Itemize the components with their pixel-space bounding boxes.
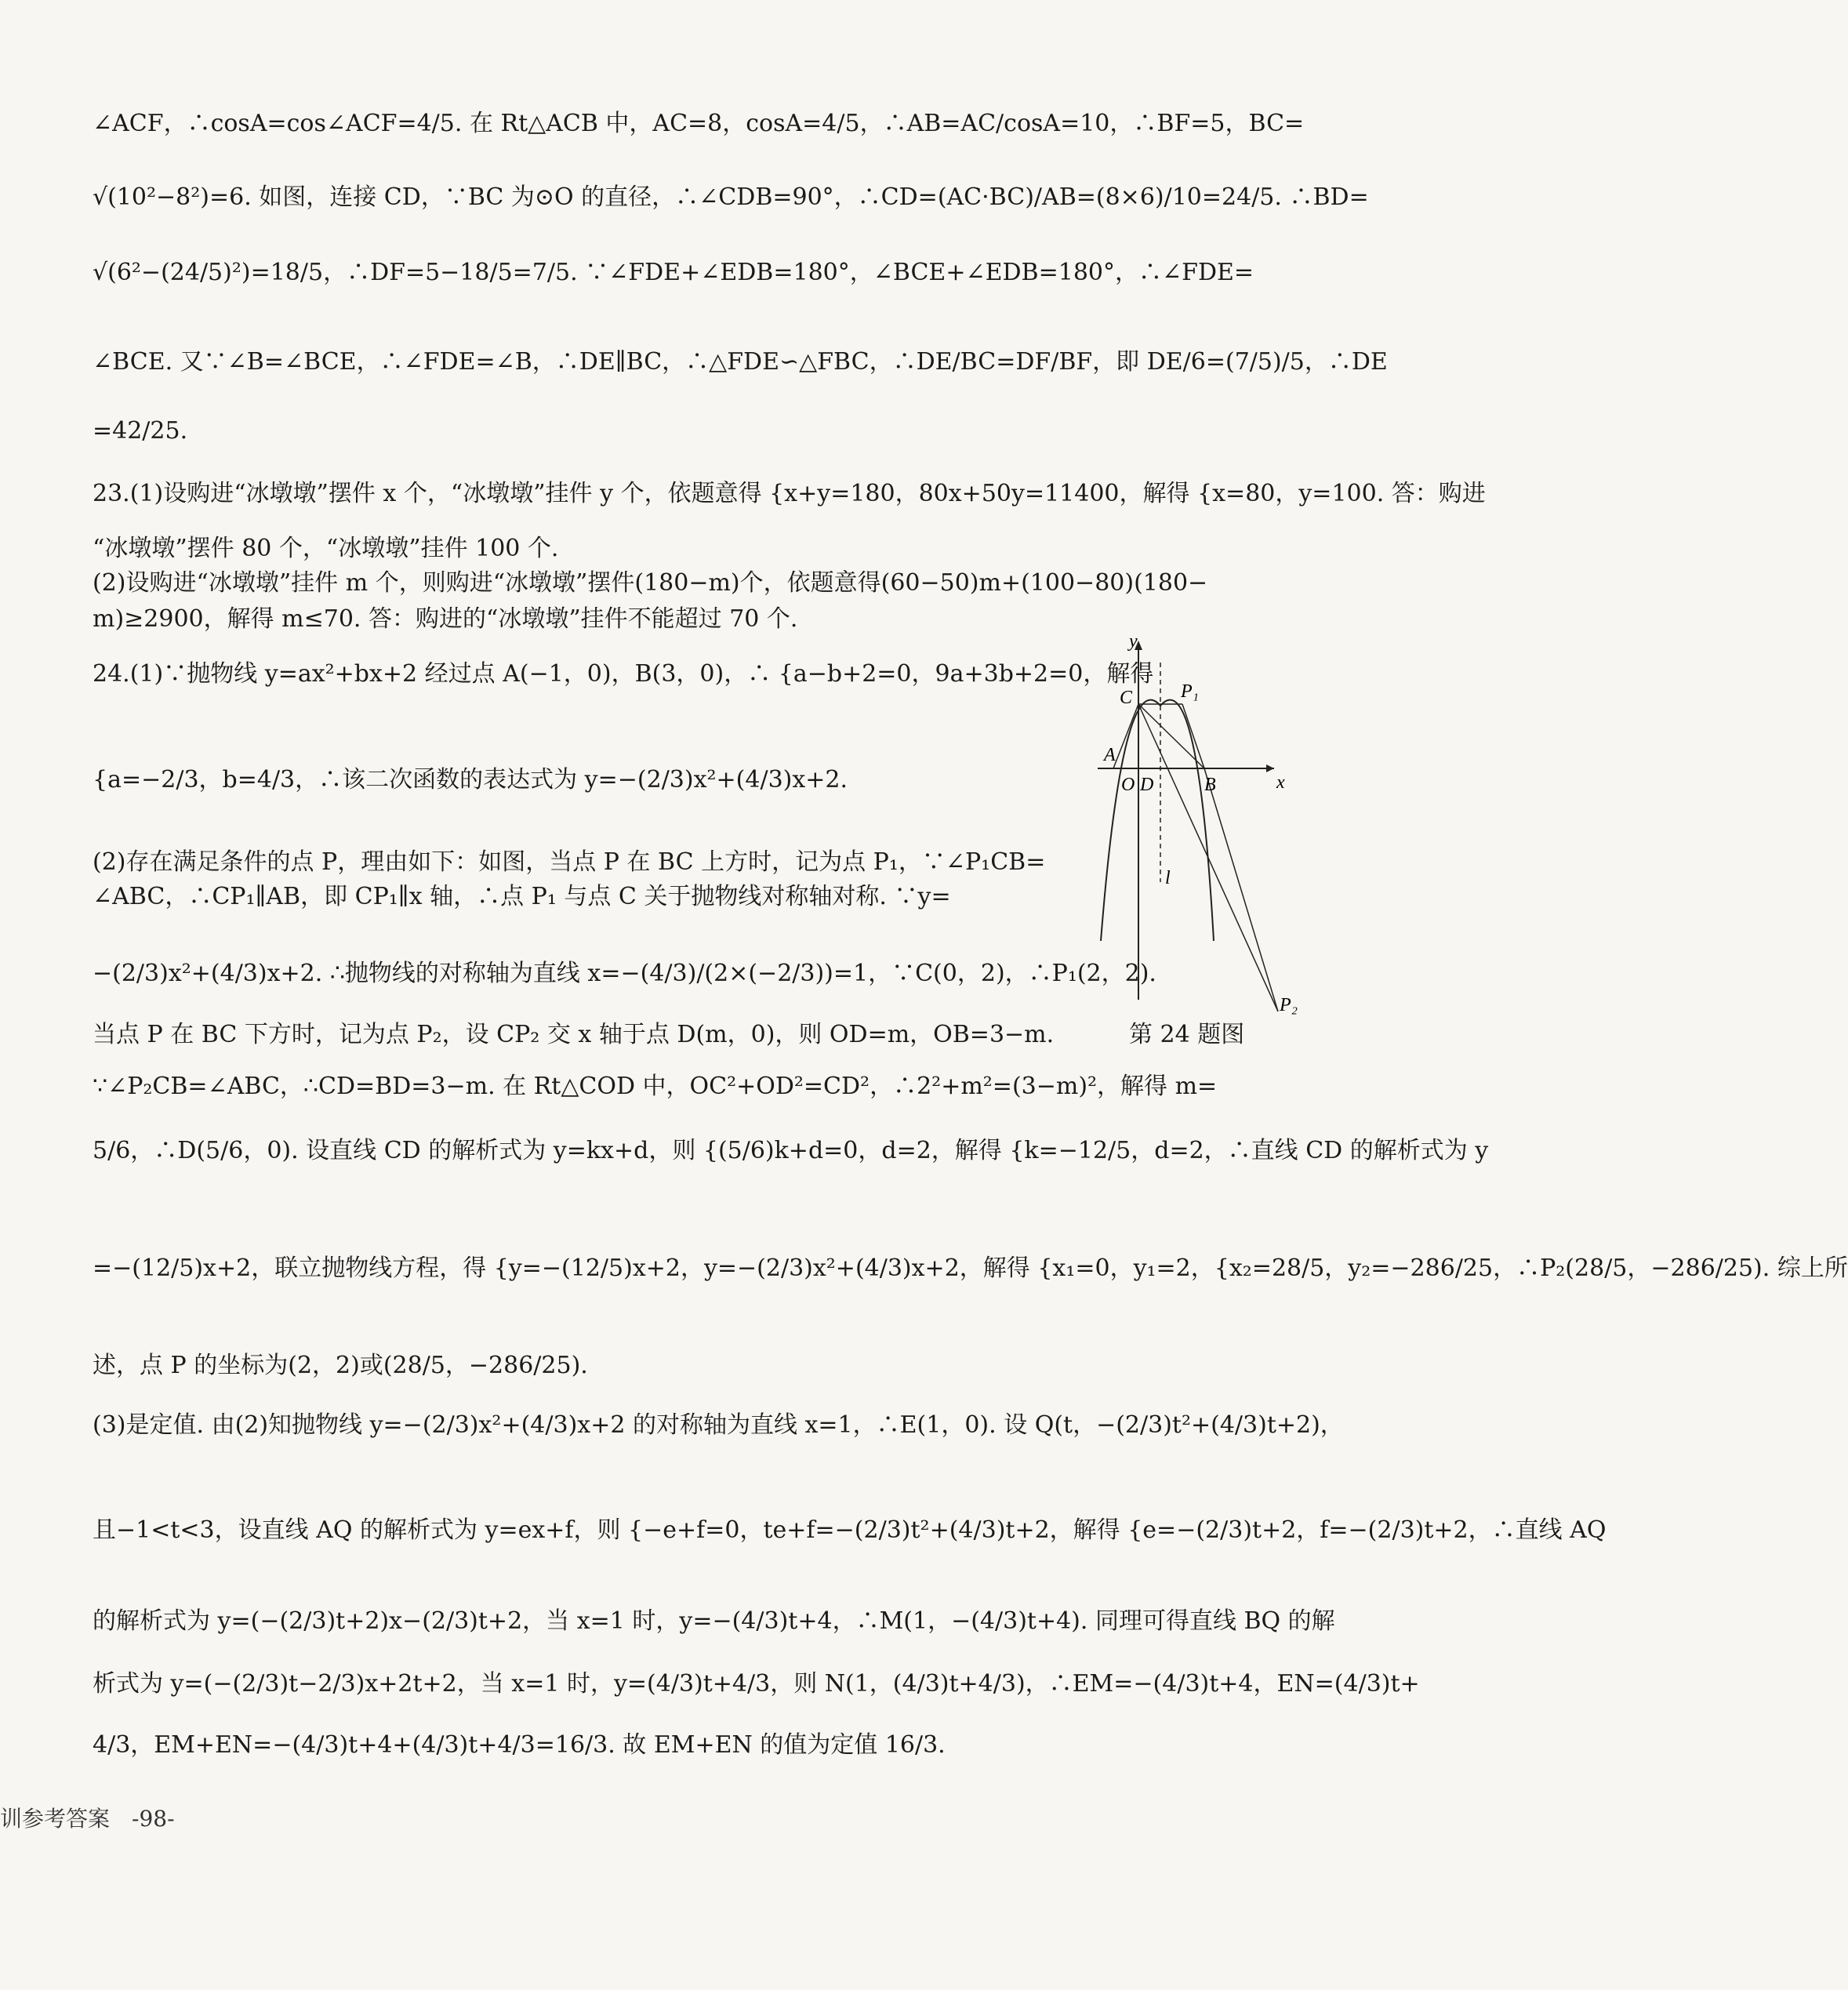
label-y: y [1129, 631, 1138, 652]
label-o: O [1121, 775, 1135, 795]
q24-line-2: {a=−2/3，b=4/3，∴该二次函数的表达式为 y=−(2/3)x²+(4/3)x+2. [93, 766, 848, 793]
q24-line-11: (3)是定值. 由(2)知抛物线 y=−(2/3)x²+(4/3)x+2 的对称轴为直线 x=1，∴E(1，0). 设 Q(t，−(2/3)t²+(4/3)t+2)， [93, 1411, 1344, 1439]
label-x: x [1276, 772, 1285, 793]
q24-line-1: 24.(1)∵抛物线 y=ax²+bx+2 经过点 A(−1，0)，B(3，0)，∴ {a−b+2=0，9a+3b+2=0，解得 [93, 660, 1154, 688]
segment-ac [1113, 704, 1138, 768]
q24-line-7: ∵∠P₂CB=∠ABC，∴CD=BD=3−m. 在 Rt△COD 中，OC²+OD²=CD²，∴2²+m²=(3−m)²，解得 m= [93, 1073, 1218, 1100]
q24-line-10: 述，点 P 的坐标为(2，2)或(28/5，−286/25). [93, 1352, 588, 1379]
parabola-diagram [1090, 631, 1325, 1023]
q24-line-14: 析式为 y=(−(2/3)t−2/3)x+2t+2，当 x=1 时，y=(4/3)t+4/3，则 N(1，(4/3)t+4/3)，∴EM=−(4/3)t+4，EN=(4/3)t+ [93, 1670, 1420, 1698]
text-line-1: ∠ACF，∴cosA=cos∠ACF=4/5. 在 Rt△ACB 中，AC=8，cosA=4/5，∴AB=AC/cosA=10，∴BF=5，BC= [93, 110, 1305, 137]
label-p1: P₁ [1181, 681, 1200, 702]
text-line-2: √(10²−8²)=6. 如图，连接 CD，∵BC 为⊙O 的直径，∴∠CDB=90°，∴CD=(AC·BC)/AB=(8×6)/10=24/5. ∴BD= [93, 183, 1369, 211]
segment-bp2 [1204, 768, 1278, 1011]
segment-cp2 [1138, 704, 1278, 1011]
q24-line-4: ∠ABC，∴CP₁∥AB，即 CP₁∥x 轴，∴点 P₁ 与点 C 关于抛物线对称轴对称. ∵y= [93, 883, 951, 910]
text-line-5: =42/25. [93, 417, 188, 445]
q24-line-3: (2)存在满足条件的点 P，理由如下：如图，当点 P 在 BC 上方时，记为点 P₁，∵∠P₁CB= [93, 848, 1046, 876]
figure-caption: 第 24 题图 [1129, 1021, 1245, 1048]
q23-line-4: m)≥2900，解得 m≤70. 答：购进的“冰墩墩”挂件不能超过 70 个. [93, 605, 798, 633]
q24-line-5: −(2/3)x²+(4/3)x+2. ∴抛物线的对称轴为直线 x=−(4/3)/(2×(−2/3))=1，∵C(0，2)，∴P₁(2，2). [93, 960, 1156, 987]
q23-line-2: “冰墩墩”摆件 80 个，“冰墩墩”挂件 100 个. [93, 535, 559, 562]
text-line-4: ∠BCE. 又∵∠B=∠BCE，∴∠FDE=∠B，∴DE∥BC，∴△FDE∽△FBC，∴DE/BC=DF/BF，即 DE/6=(7/5)/5，∴DE [93, 348, 1388, 376]
x-axis-arrow [1266, 764, 1274, 772]
segment-p1b [1182, 704, 1204, 768]
q24-line-9: =−(12/5)x+2，联立抛物线方程，得 {y=−(12/5)x+2，y=−(2/3)x²+(4/3)x+2，解得 {x₁=0，y₁=2，{x₂=28/5，y₂=−286/25，∴P₂(28/5，−286/25). 综上所 [93, 1255, 1848, 1282]
text-line-3: √(6²−(24/5)²)=18/5，∴DF=5−18/5=7/5. ∵∠FDE+∠EDB=180°，∠BCE+∠EDB=180°，∴∠FDE= [93, 259, 1254, 286]
q24-line-6: 当点 P 在 BC 下方时，记为点 P₂，设 CP₂ 交 x 轴于点 D(m，0)，则 OD=m，OB=3−m. [93, 1021, 1055, 1048]
label-a: A [1104, 745, 1116, 765]
label-p2: P₂ [1280, 995, 1298, 1015]
label-c: C [1120, 688, 1133, 708]
q23-line-1: 23.(1)设购进“冰墩墩”摆件 x 个，“冰墩墩”挂件 y 个，依题意得 {x+y=180，80x+50y=11400，解得 {x=80，y=100. 答：购进 [93, 480, 1486, 507]
parabola-curve [1101, 700, 1214, 941]
label-d: D [1140, 775, 1154, 795]
label-l: l [1165, 868, 1171, 888]
q24-line-15: 4/3，EM+EN=−(4/3)t+4+(4/3)t+4/3=16/3. 故 EM+EN 的值为定值 16/3. [93, 1731, 946, 1759]
q24-line-8: 5/6，∴D(5/6，0). 设直线 CD 的解析式为 y=kx+d，则 {(5/6)k+d=0，d=2，解得 {k=−12/5，d=2，∴直线 CD 的解析式为 y [93, 1137, 1489, 1164]
segment-cb [1138, 704, 1204, 768]
q24-line-12: 且−1<t<3，设直线 AQ 的解析式为 y=ex+f，则 {−e+f=0，te+f=−(2/3)t²+(4/3)t+2，解得 {e=−(2/3)t+2，f=−(2/3)t+2，∴直线 AQ [93, 1516, 1607, 1544]
page-footer: 训参考答案 -98- [0, 1806, 175, 1832]
q23-line-3: (2)设购进“冰墩墩”挂件 m 个，则购进“冰墩墩”摆件(180−m)个，依题意得(60−50)m+(100−80)(180− [93, 569, 1208, 597]
q24-line-13: 的解析式为 y=(−(2/3)t+2)x−(2/3)t+2，当 x=1 时，y=−(4/3)t+4，∴M(1，−(4/3)t+4). 同理可得直线 BQ 的解 [93, 1607, 1335, 1635]
label-b: B [1204, 775, 1216, 795]
figure-24 [1090, 631, 1325, 1055]
